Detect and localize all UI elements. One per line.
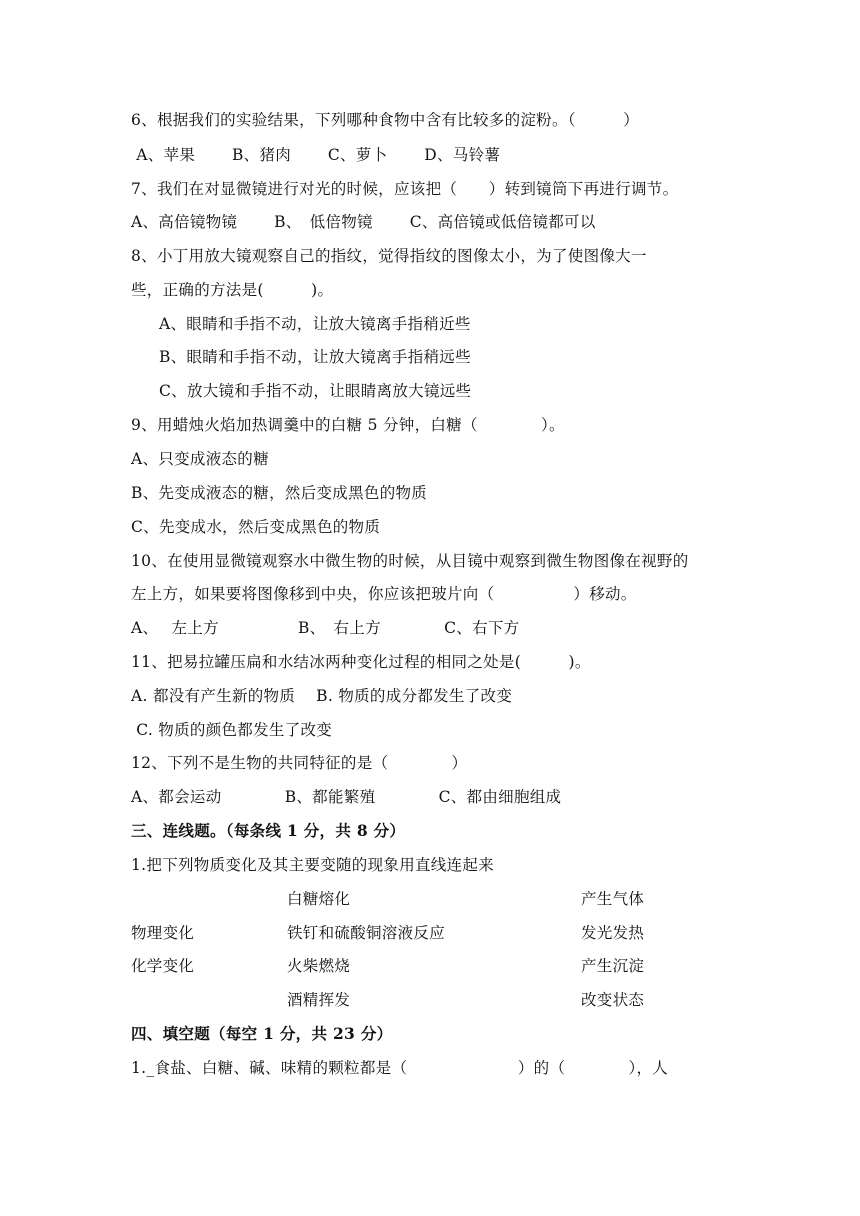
q12-options: A、都会运动 B、都能繁殖 C、都由细胞组成 xyxy=(131,788,562,806)
q11-options-ab: A. 都没有产生新的物质 B. 物质的成分都发生了改变 xyxy=(131,687,513,705)
section4-heading: 四、填空题（每空 1 分，共 23 分） xyxy=(131,1024,393,1043)
match-left-item: 化学变化 xyxy=(131,957,195,975)
q8-option-c: C、放大镜和手指不动，让眼睛离放大镜远些 xyxy=(159,382,472,400)
section3-heading: 三、连线题。（每条线 1 分，共 8 分） xyxy=(131,821,406,840)
q12-stem: 12、下列不是生物的共同特征的是（ ） xyxy=(131,754,468,772)
q6-options: A、苹果 B、猪肉 C、萝卜 D、马铃薯 xyxy=(131,146,501,164)
q11-option-c: C. 物质的颜色都发生了改变 xyxy=(131,721,333,739)
match-middle-item: 酒精挥发 xyxy=(287,991,351,1009)
match-right-item: 发光发热 xyxy=(581,924,645,942)
q7-stem: 7、我们在对显微镜进行对光的时候，应该把（ ）转到镜筒下再进行调节。 xyxy=(131,180,679,198)
q8-stem-line2: 些，正确的方法是( )。 xyxy=(131,281,334,299)
section3-instruction: 1.把下列物质变化及其主要变随的现象用直线连起来 xyxy=(131,856,494,874)
q6-stem: 6、根据我们的实验结果，下列哪种食物中含有比较多的淀粉。（ ） xyxy=(131,111,640,129)
q7-options: A、高倍镜物镜 B、 低倍物镜 C、高倍镜或低倍镜都可以 xyxy=(131,213,596,231)
match-middle-item: 火柴燃烧 xyxy=(287,957,351,975)
q10-stem-line2: 左上方，如果要将图像移到中央，你应该把玻片向（ ）移动。 xyxy=(131,585,637,603)
match-right-item: 产生气体 xyxy=(581,890,645,908)
section4-q1: 1._食盐、白糖、碱、味精的颗粒都是（ ）的（ ），人 xyxy=(131,1059,669,1077)
q9-option-c: C、先变成水，然后变成黑色的物质 xyxy=(131,518,381,536)
match-left-item: 物理变化 xyxy=(131,924,195,942)
match-middle-item: 白糖熔化 xyxy=(287,890,351,908)
match-right-item: 改变状态 xyxy=(581,991,645,1009)
q8-option-b: B、眼睛和手指不动，让放大镜离手指稍远些 xyxy=(159,348,471,366)
q10-stem-line1: 10、在使用显微镜观察水中微生物的时候，从目镜中观察到微生物图像在视野的 xyxy=(131,552,689,570)
q8-option-a: A、眼睛和手指不动，让放大镜离手指稍近些 xyxy=(159,315,471,333)
q8-stem-line1: 8、小丁用放大镜观察自己的指纹，觉得指纹的图像太小，为了使图像大一 xyxy=(131,247,647,265)
match-middle-item: 铁钉和硫酸铜溶液反应 xyxy=(287,924,446,942)
q11-stem: 11、把易拉罐压扁和水结冰两种变化过程的相同之处是( )。 xyxy=(131,653,591,671)
q9-option-a: A、只变成液态的糖 xyxy=(131,450,269,468)
q9-stem: 9、用蜡烛火焰加热调羹中的白糖 5 分钟，白糖（ ）。 xyxy=(131,416,565,434)
q10-options: A、 左上方 B、 右上方 C、右下方 xyxy=(131,619,520,637)
match-right-item: 产生沉淀 xyxy=(581,957,645,975)
q9-option-b: B、先变成液态的糖，然后变成黑色的物质 xyxy=(131,484,428,502)
